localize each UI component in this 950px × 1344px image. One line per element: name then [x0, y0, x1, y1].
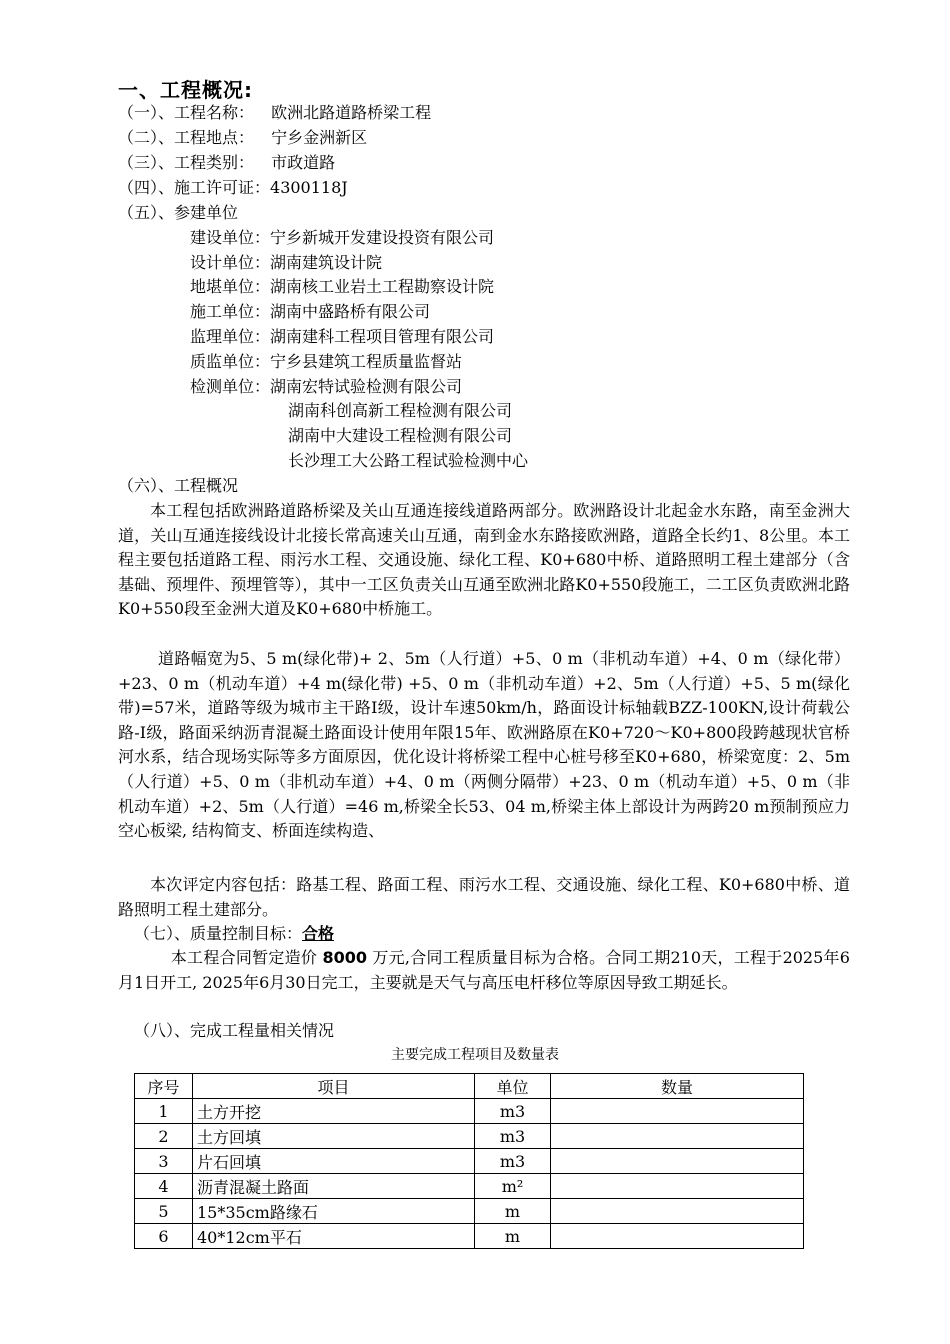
- permit-label: （四）、施工许可证：: [118, 178, 271, 197]
- unit-line: [190, 277, 494, 297]
- testing-unit-extra: 长沙理工大公路工程试验检测中心: [288, 451, 529, 470]
- contract-amount: 8000: [322, 948, 368, 967]
- row-unit: m3: [475, 1099, 551, 1124]
- row-qty: [551, 1149, 804, 1174]
- row-unit: m²: [475, 1174, 551, 1199]
- unit-value: 湖南建筑设计院: [270, 253, 383, 272]
- unit-label: 检测单位：: [190, 377, 271, 396]
- row-item: 片石回填: [193, 1149, 475, 1174]
- contract-paragraph: [118, 946, 850, 995]
- unit-value: 宁乡县建筑工程质量监督站: [270, 352, 463, 371]
- unit-value: 湖南中盛路桥有限公司: [270, 302, 431, 321]
- unit-value: 湖南核工业岩土工程勘察设计院: [270, 277, 495, 296]
- overview-paragraph-3: 本次评定内容包括：路基工程、路面工程、雨污水工程、交通设施、绿化工程、K0+680中桥、道路照明工程土建部分。: [118, 875, 850, 919]
- overview-paragraph-3-block: [118, 873, 850, 922]
- project-name-label: （一）、工程名称：: [118, 103, 255, 122]
- unit-value: 湖南宏特试验检测有限公司: [270, 377, 463, 396]
- overview-title: （六）、工程概况: [118, 476, 239, 495]
- contract-pre: 本工程合同暂定造价: [170, 948, 323, 967]
- row-item: 沥青混凝土路面: [193, 1174, 475, 1199]
- row-no: 5: [135, 1199, 193, 1224]
- row-item: 土方开挖: [193, 1099, 475, 1124]
- quality-label: （七）、质量控制目标：: [134, 924, 303, 943]
- section-title: 一、工程概况:: [118, 78, 253, 102]
- unit-line: [190, 352, 462, 372]
- unit-line: [190, 228, 494, 248]
- unit-label: 施工单位：: [190, 302, 271, 321]
- project-location-label: （二）、工程地点：: [118, 128, 255, 147]
- unit-label: 监理单位：: [190, 327, 271, 346]
- overview-paragraph-2: 道路幅宽为5、5 m(绿化带)+ 2、5m（人行道）+5、0 m（非机动车道）+4、0 m（绿化带）+23、0 m（机动车道）+4 m(绿化带) +5、0 m（非机动车道）+2、5m（人行道）+5、5 m(绿化带)=57米，道路等级为城市主干路Ⅰ级，设计车速50km/h，路面设计标轴载BZZ-100KN,设计荷载公路-Ⅰ级，路面采纳沥青混凝土路面设计使用年限15年、欧洲路原在K0+720～K0+800段跨越现状官桥河水系，结合现场实际等多方面原因，优化设计将桥梁工程中心桩号移至K0+680，桥梁宽度：2、5m（人行道）+5、0 m（非机动车道）+4、0 m（两侧分隔带）+23、0 m（机动车道）+5、0 m（非机动车道）+2、5m（人行道）=46 m,桥梁全长53、04 m,桥梁主体上部设计为两跨20 m预制预应力空心板梁, 结构简支、桥面连续构造、: [118, 649, 850, 841]
- project-category-line: [118, 153, 335, 173]
- header-item: 项目: [193, 1074, 475, 1099]
- unit-label: 建设单位：: [190, 228, 271, 247]
- quantity-table: [134, 1073, 804, 1249]
- project-name-value: 欧洲北路道路桥梁工程: [271, 103, 432, 122]
- header-no: 序号: [135, 1074, 193, 1099]
- overview-paragraph-2-block: [118, 647, 850, 844]
- project-location-line: [118, 128, 367, 148]
- testing-unit-extra: 湖南中大建设工程检测有限公司: [288, 426, 513, 445]
- row-qty: [551, 1224, 804, 1249]
- completion-title: （八）、完成工程量相关情况: [134, 1021, 335, 1040]
- contract-post: 万元,合同工程质量目标为合格。合同工期210天，工程于2025年6月1日开工, 2025年6月30日完工，主要就是天气与高压电杆移位等原因导致工期延长。: [118, 948, 850, 992]
- quality-target: 合格: [302, 924, 335, 943]
- row-unit: m: [475, 1224, 551, 1249]
- row-qty: [551, 1199, 804, 1224]
- row-no: 6: [135, 1224, 193, 1249]
- unit-label: 地堪单位：: [190, 277, 271, 296]
- unit-line: [190, 253, 382, 273]
- unit-value: 宁乡新城开发建设投资有限公司: [270, 228, 495, 247]
- unit-label: 质监单位：: [190, 352, 271, 371]
- row-no: 4: [135, 1174, 193, 1199]
- unit-line: [190, 327, 494, 347]
- project-name-line: [118, 103, 431, 123]
- row-item: 15*35cm路缘石: [193, 1199, 475, 1224]
- permit-line: [118, 178, 348, 198]
- row-qty: [551, 1099, 804, 1124]
- testing-unit-extra: 湖南科创高新工程检测有限公司: [288, 401, 513, 420]
- unit-value: 湖南建科工程项目管理有限公司: [270, 327, 495, 346]
- quality-line: [134, 924, 334, 944]
- units-title: （五）、参建单位: [118, 203, 239, 222]
- table-row: [135, 1149, 804, 1174]
- row-unit: m: [475, 1199, 551, 1224]
- contract-paragraph-block: [118, 946, 850, 995]
- table-row: [135, 1099, 804, 1124]
- table-row: [135, 1199, 804, 1224]
- table-row: [135, 1124, 804, 1149]
- project-location-value: 宁乡金洲新区: [271, 128, 368, 147]
- project-category-value: 市政道路: [271, 153, 336, 172]
- row-item: 40*12cm平石: [193, 1224, 475, 1249]
- header-unit: 单位: [475, 1074, 551, 1099]
- row-qty: [551, 1124, 804, 1149]
- row-no: 1: [135, 1099, 193, 1124]
- header-qty: 数量: [551, 1074, 804, 1099]
- row-no: 3: [135, 1149, 193, 1174]
- unit-label: 设计单位：: [190, 253, 271, 272]
- table-row: [135, 1174, 804, 1199]
- unit-line: [190, 377, 462, 397]
- row-no: 2: [135, 1124, 193, 1149]
- row-qty: [551, 1174, 804, 1199]
- row-unit: m3: [475, 1149, 551, 1174]
- table-row: [135, 1224, 804, 1249]
- table-header-row: [135, 1074, 804, 1099]
- overview-paragraph-1-block: [118, 499, 850, 622]
- row-item: 土方回填: [193, 1124, 475, 1149]
- table-caption: 主要完成工程项目及数量表: [391, 1047, 559, 1063]
- overview-paragraph-1: 本工程包括欧洲路道路桥梁及关山互通连接线道路两部分。欧洲路设计北起金水东路，南至金洲大道，关山互通连接线设计北接长常高速关山互通，南到金水东路接欧洲路，道路全长约1、8公里。本工程主要包括道路工程、雨污水工程、交通设施、绿化工程、K0+680中桥、道路照明工程土建部分（含基础、预埋件、预埋管等），其中一工区负责关山互通至欧洲北路K0+550段施工，二工区负责欧洲北路K0+550段至金洲大道及K0+680中桥施工。: [118, 501, 850, 619]
- row-unit: m3: [475, 1124, 551, 1149]
- permit-value: 4300118J: [270, 178, 348, 197]
- project-category-label: （三）、工程类别：: [118, 153, 255, 172]
- unit-line: [190, 302, 430, 322]
